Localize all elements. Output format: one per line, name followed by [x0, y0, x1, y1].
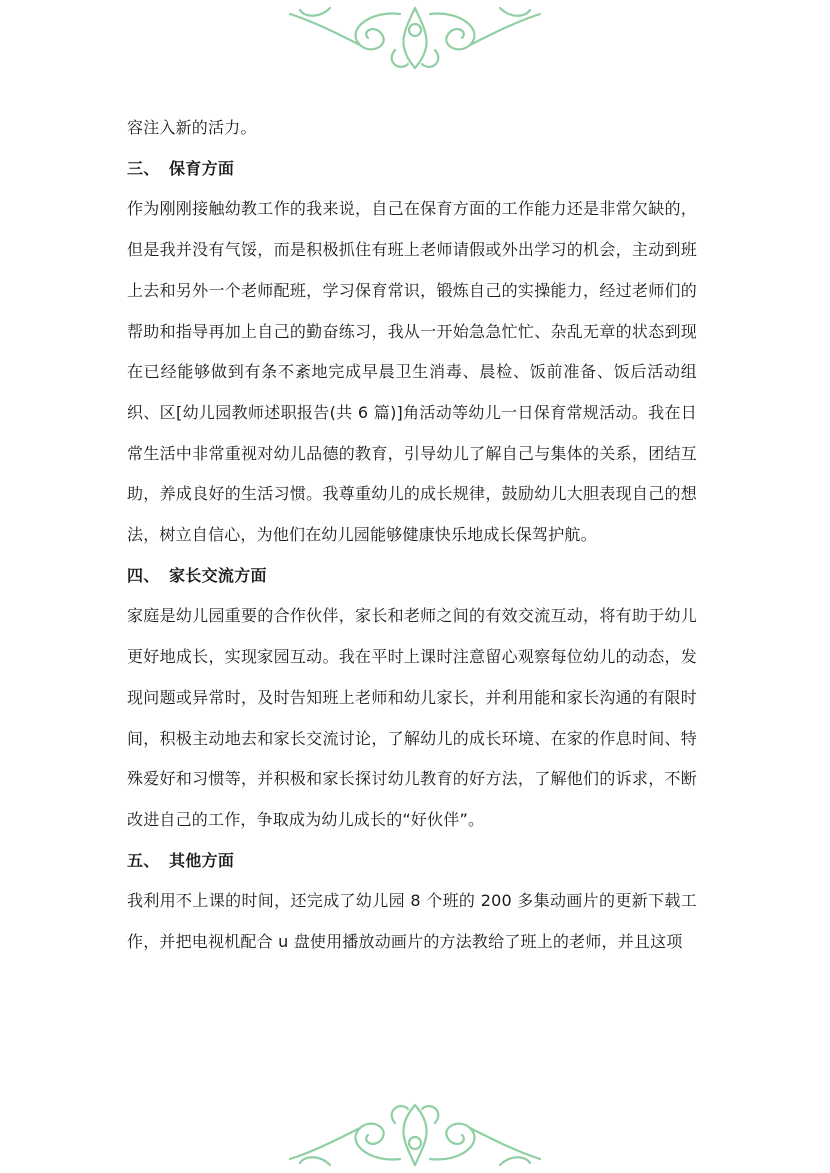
- section-number: 三、: [127, 158, 160, 178]
- floral-ornament-icon: [0, 1093, 830, 1173]
- paragraph: 容注入新的活力。: [127, 118, 257, 137]
- paragraph: 我利用不上课的时间，还完成了幼儿园 8 个班的 200 多集动画片的更新下载工作，并把电视机配合 u 盘使用播放动画片的方法教给了班上的老师，并且这项: [127, 891, 697, 952]
- footer-ornament: [0, 1093, 830, 1173]
- section-title: 家长交流方面: [169, 565, 267, 585]
- header-ornament: [0, 0, 830, 80]
- section-heading: [127, 149, 697, 190]
- section-heading: [127, 841, 697, 882]
- section-title: 其他方面: [169, 850, 235, 870]
- section-number: 五、: [127, 850, 160, 870]
- document-body: [127, 108, 697, 963]
- section-title: 保育方面: [169, 158, 235, 178]
- section-heading: [127, 556, 697, 597]
- floral-ornament-icon: [0, 0, 830, 80]
- paragraph: 作为刚刚接触幼教工作的我来说，自己在保育方面的工作能力还是非常欠缺的，但是我并没有气馁，而是积极抓住有班上老师请假或外出学习的机会，主动到班上去和另外一个老师配班，学习保育常识，锻炼自己的实操能力，经过老师们的帮助和指导再加上自己的勤奋练习，我从一开始急急忙忙、杂乱无章的状态到现在已经能够做到有条不紊地完成早晨卫生消毒、晨检、饭前准备、饭后活动组织、区[幼儿园教师述职报告(共 6 篇)]角活动等幼儿一日保育常规活动。我在日常生活中非常重视对幼儿品德的教育，引导幼儿了解自己与集体的关系，团结互助，养成良好的生活习惯。我尊重幼儿的成长规律，鼓励幼儿大胆表现自己的想法，树立自信心，为他们在幼儿园能够健康快乐地成长保驾护航。: [127, 199, 697, 545]
- paragraph: 家庭是幼儿园重要的合作伙伴，家长和老师之间的有效交流互动，将有助于幼儿更好地成长，实现家园互动。我在平时上课时注意留心观察每位幼儿的动态，发现问题或异常时，及时告知班上老师和幼儿家长，并利用能和家长沟通的有限时间，积极主动地去和家长交流讨论，了解幼儿的成长环境、在家的作息时间、特殊爱好和习惯等，并积极和家长探讨幼儿教育的好方法，了解他们的诉求，不断改进自己的工作，争取成为幼儿成长的“好伙伴”。: [127, 606, 697, 829]
- section-number: 四、: [127, 565, 160, 585]
